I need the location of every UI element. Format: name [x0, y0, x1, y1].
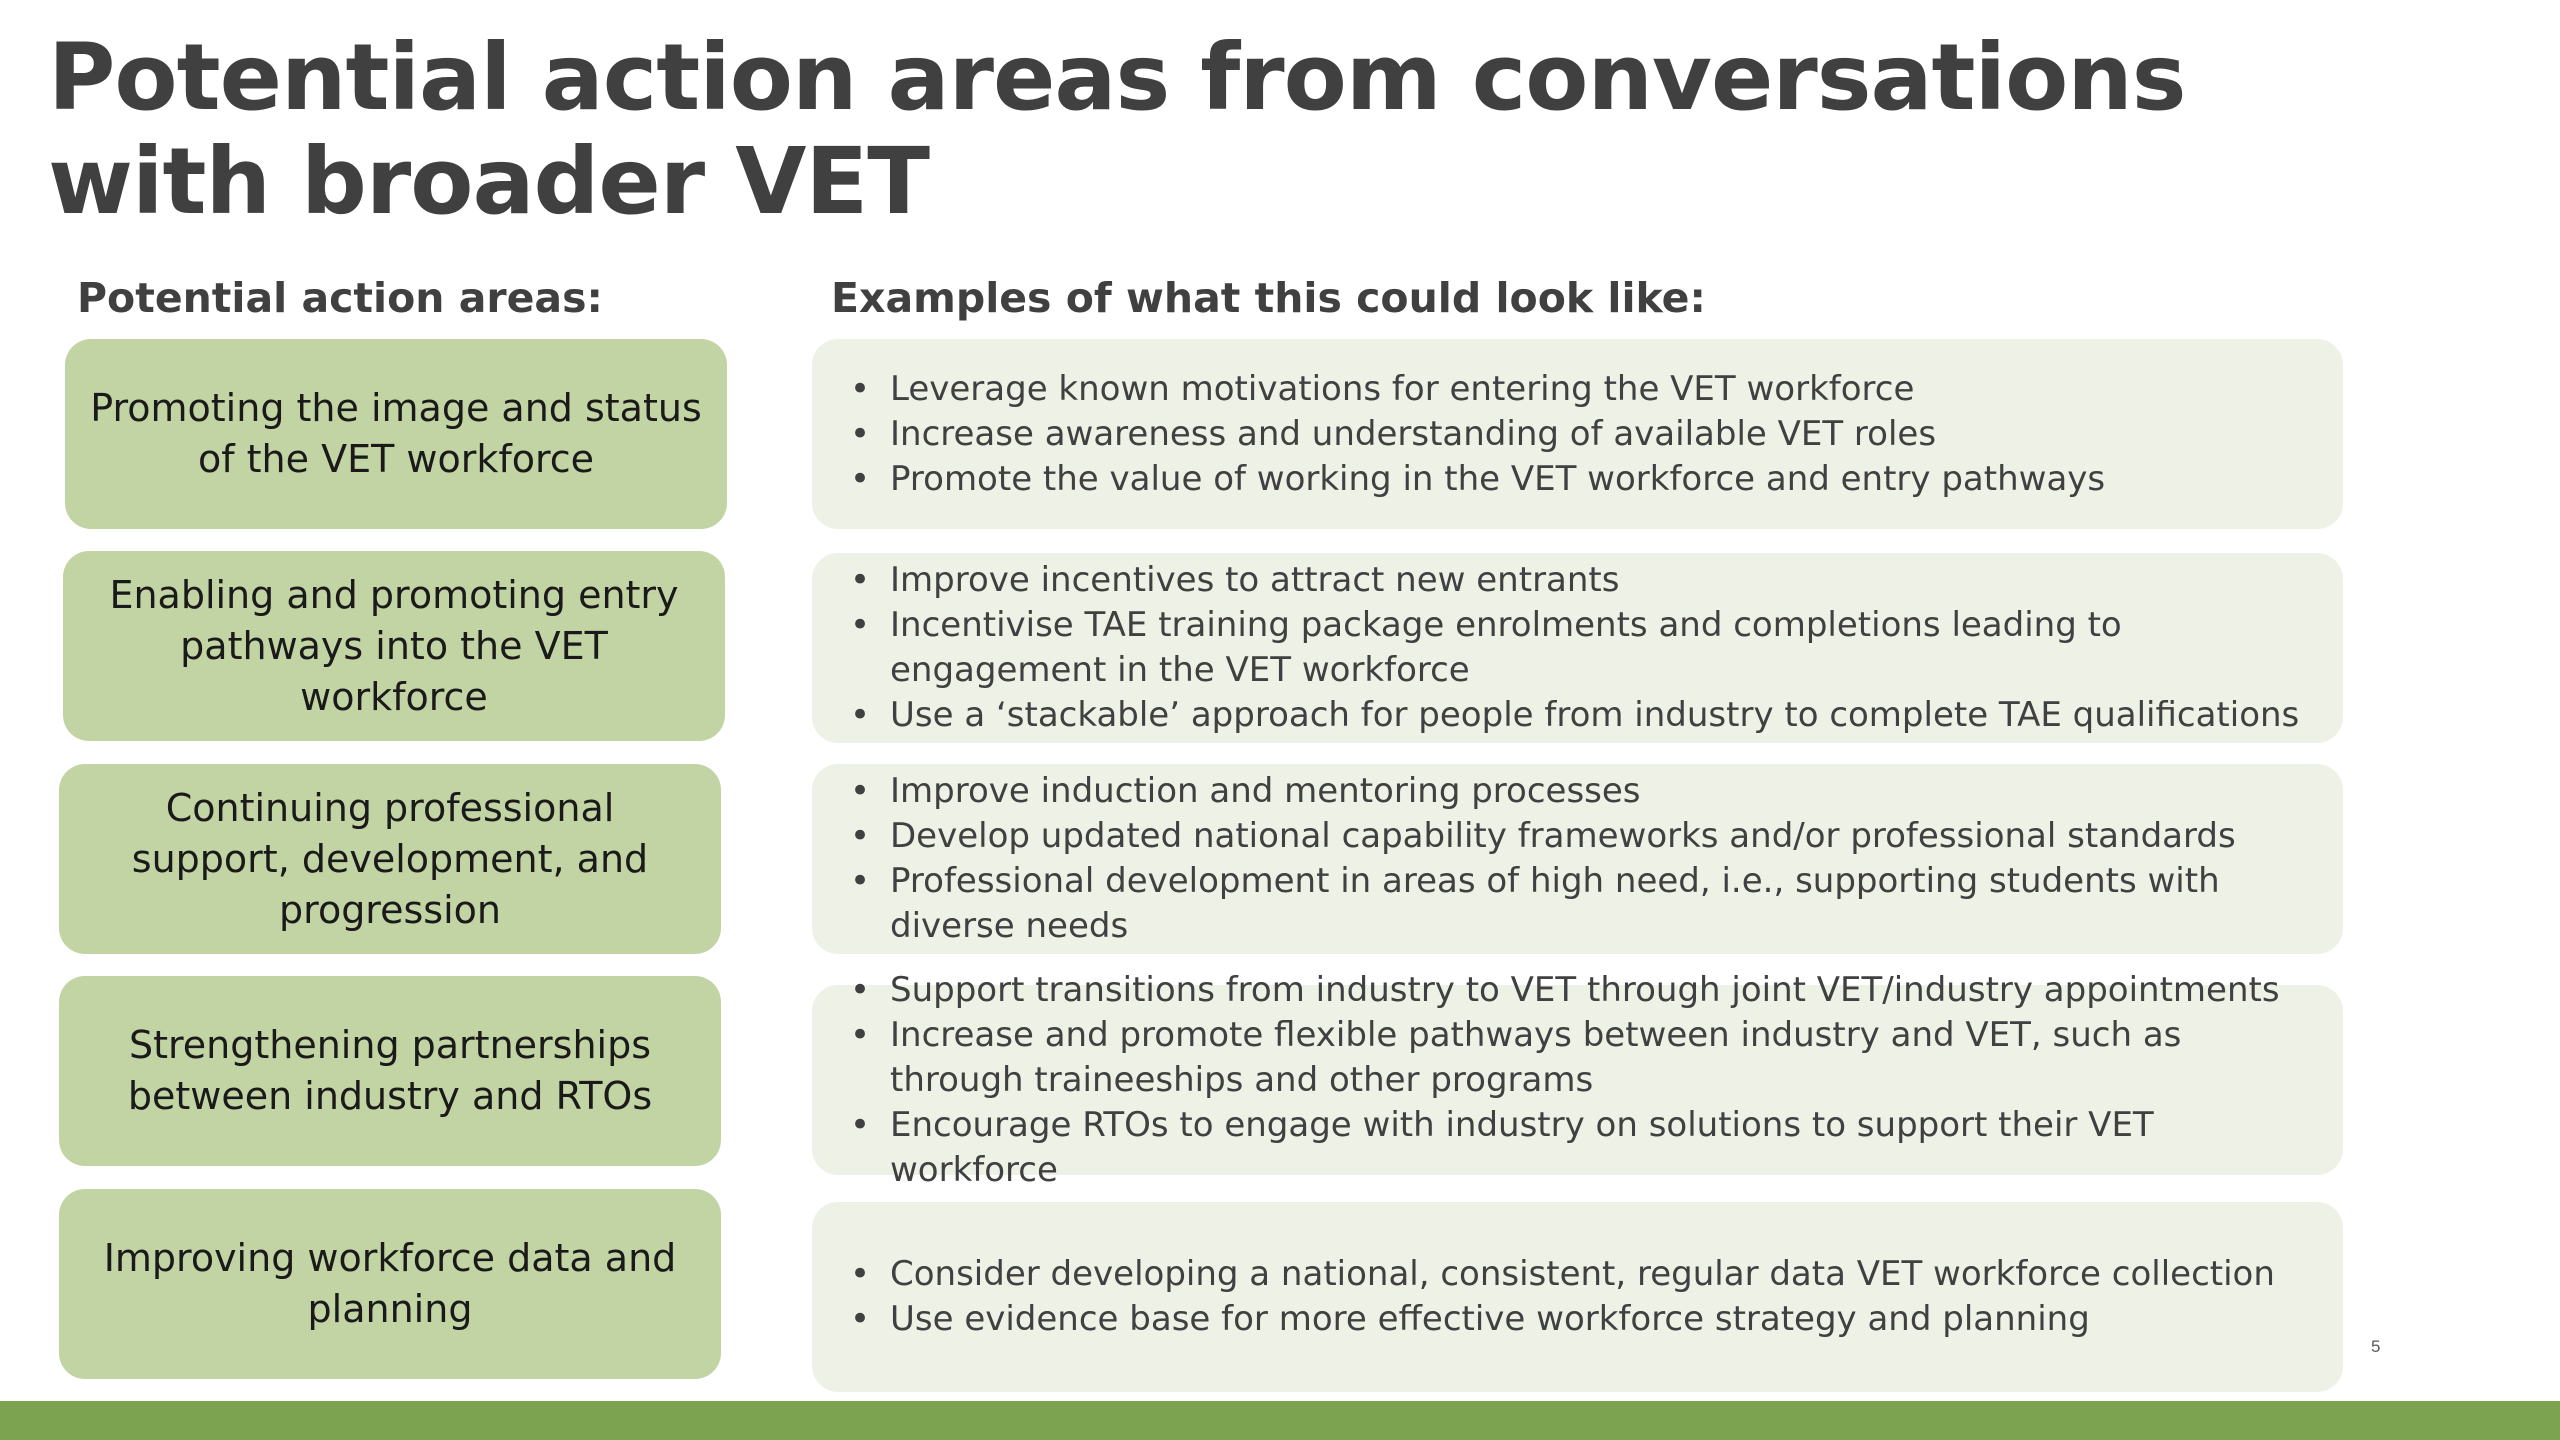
examples-professional-support — [812, 764, 2343, 954]
examples-entry-pathways — [812, 553, 2343, 743]
examples-list — [850, 367, 2303, 502]
action-areas-heading: Potential action areas: — [77, 274, 603, 322]
examples-heading: Examples of what this could look like: — [831, 274, 1706, 322]
list-item: • Use evidence base for more effective workforce strategy and planning — [850, 1297, 2303, 1342]
examples-list — [850, 558, 2303, 738]
list-item: • Improve incentives to attract new entrants — [850, 558, 2303, 603]
page-number: 5 — [2371, 1337, 2381, 1356]
action-area-partnerships — [59, 976, 721, 1166]
examples-image-status — [812, 339, 2343, 529]
bullet-icon: • — [850, 1254, 871, 1294]
action-area-label: Continuing professional support, development, and progression — [131, 785, 649, 932]
examples-list — [850, 769, 2303, 949]
bullet-icon: • — [850, 861, 871, 901]
bullet-icon: • — [850, 1014, 871, 1055]
examples-list — [850, 968, 2303, 1193]
bullet-icon: • — [850, 560, 871, 600]
examples-list — [850, 1252, 2303, 1342]
action-area-label: Enabling and promoting entry pathways into the VET workforce — [109, 572, 679, 719]
examples-workforce-data — [812, 1202, 2343, 1392]
action-area-entry-pathways — [63, 551, 725, 741]
bullet-icon: • — [850, 816, 871, 856]
action-area-image-status — [65, 339, 727, 529]
action-area-label: Improving workforce data and planning — [103, 1236, 677, 1331]
list-item: • Consider developing a national, consistent, regular data VET workforce collection — [850, 1252, 2303, 1297]
bullet-icon: • — [850, 695, 871, 735]
list-item: • Professional development in areas of high need, i.e., supporting students with diverse needs — [850, 861, 2220, 946]
list-item: • Develop updated national capability frameworks and/or professional standards — [850, 814, 2303, 859]
list-item: • Encourage RTOs to engage with industry on solutions to support their VET workforce — [850, 1104, 2154, 1190]
bullet-icon: • — [850, 458, 871, 499]
list-item: • Use a ‘stackable’ approach for people from industry to complete TAE qualifications — [850, 693, 2303, 738]
examples-partnerships — [812, 969, 2343, 1190]
bullet-icon: • — [850, 771, 871, 811]
bullet-icon: • — [850, 413, 871, 454]
action-area-label: Strengthening partnerships between industry and RTOs — [127, 1023, 653, 1118]
list-item: • Support transitions from industry to VET through joint VET/industry appointments — [850, 968, 2303, 1013]
list-item: • Promote the value of working in the VET workforce and entry pathways — [850, 457, 2303, 502]
bullet-icon: • — [850, 1299, 871, 1339]
list-item: • Improve induction and mentoring processes — [850, 769, 2303, 814]
slide-title: Potential action areas from conversations with broader VET — [48, 24, 2186, 235]
footer-bar — [0, 1401, 2560, 1440]
action-area-professional-support — [59, 764, 721, 954]
bullet-icon: • — [850, 969, 871, 1010]
list-item: • Increase awareness and understanding of available VET roles — [850, 412, 2303, 457]
action-area-workforce-data — [59, 1189, 721, 1379]
list-item: • Increase and promote flexible pathways between industry and VET, such as through traineeships and other programs — [850, 1014, 2182, 1100]
bullet-icon: • — [850, 605, 871, 645]
action-area-label: Promoting the image and status of the VET workforce — [90, 386, 702, 481]
list-item: • Leverage known motivations for entering the VET workforce — [850, 367, 2303, 412]
bullet-icon: • — [850, 1104, 871, 1145]
list-item: • Incentivise TAE training package enrolments and completions leading to engagement in the VET workforce — [850, 605, 2122, 690]
bullet-icon: • — [850, 368, 871, 409]
